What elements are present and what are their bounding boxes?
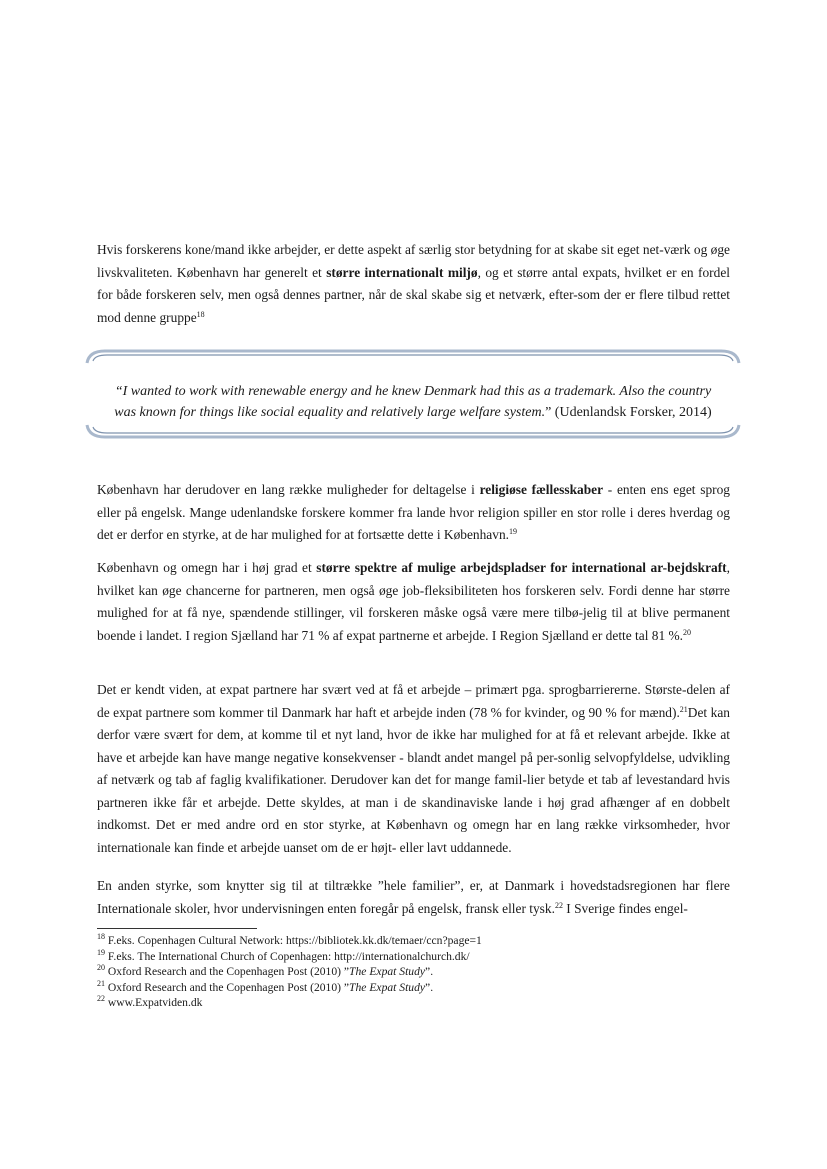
footnote-text: www.Expatviden.dk: [105, 996, 203, 1009]
quote-box: [83, 345, 743, 443]
paragraph-religion: [97, 479, 730, 547]
footnote-tail: ”.: [425, 965, 434, 978]
footnote-text: Oxford Research and the Copenhagen Post (2010) ”: [105, 980, 350, 994]
quote-text: [105, 381, 721, 423]
paragraph-text: Det er kendt viden, at expat partnere har svært ved at få et arbejde – primært pga. sprogbarriererne. Største-delen af de expat partnere som kommer til Danmark har haft et arbejde inden (78 % for kvinder, og 90 % for mænd).: [97, 682, 730, 720]
bold-phrase: religiøse fællesskaber: [479, 482, 604, 497]
footnote-title: The Expat Study: [349, 980, 426, 994]
footnote-item: [97, 949, 737, 965]
paragraph-schools: [97, 875, 730, 920]
paragraph-text: Hvis forskerens kone/mand ikke arbejder, er dette aspekt af særlig stor betydning for at skabe sit eget net-værk og øge livskvaliteten. København har generelt et: [97, 242, 730, 280]
footnote-number: 19: [97, 947, 105, 957]
footnote-text: Oxford Research and the Copenhagen Post (2010) ”: [105, 965, 350, 978]
paragraph-text: I Sverige findes engel-: [562, 900, 688, 916]
footnote-ref[interactable]: 19: [509, 527, 517, 536]
paragraph-text: - enten ens eget sprog eller på engelsk. Mange udenlandske forskere kommer fra lande hvor religion spiller en stor rolle i deres hverdag og det er derfor en styrke, at de har mulighed for at fortsætte dette i København.: [97, 482, 730, 542]
quote-italic: “I wanted to work with renewable energy and he knew Denmark had this as a trademark. Also the country was known for things like social equality and relatively large welfare system.: [114, 384, 712, 420]
footnote-number: 21: [97, 978, 105, 988]
footnote-number: 22: [97, 994, 105, 1003]
paragraph-text: Det kan derfor være svært for dem, at komme til et nyt land, hvor de ikke har mulighed for at få et relevant arbejde. Ikke at have et arbejde kan have mange negative konsekvenser - blandt andet mangel på per-sonlig selvopfyldelse, udvikling af netværk og tab af faglig kvalifikationer. Derudover kan det for mange famil-lier betyde et tab af levestandard hvis partneren ikke får et arbejde. Dette skyldes, at man i de skandinaviske lande i høj grad afhænger af en dobbelt indkomst. Det er med andre ord en stor styrke, at København og omegn har en lang række virksomheder, hvor internationale kan finde et arbejde uanset om de er højt- eller lavt uddannede.: [97, 704, 730, 855]
quote-attribution: ” (Udenlandsk Forsker, 2014): [545, 405, 712, 420]
footnote-number: 18: [97, 932, 105, 941]
footnote-ref[interactable]: 18: [196, 309, 205, 319]
paragraph-text: , hvilket kan øge chancerne for partneren, men også øge job-fleksibiliteten hos forskeren selv. Fordi denne har større mulighed for at få nye, spændende stillinger, vil forskeren måske også være mere tilbø-jelig til at blive permanent boende i landet. I region Sjælland har 71 % af expat partnerne et arbejde. I Region Sjælland er dette tal 81 %.: [97, 560, 730, 643]
bold-phrase: større internationalt miljø: [326, 264, 478, 280]
footnote-number: 20: [97, 963, 105, 972]
footnote-title: The Expat Study: [349, 965, 426, 978]
footnote-divider: [97, 928, 257, 929]
paragraph-partner-network: [97, 239, 730, 329]
footnote-tail: ”.: [425, 980, 434, 994]
bold-phrase: større spektre af mulige arbejdspladser for international ar-bejdskraft: [316, 560, 727, 575]
quote-frame-top: [87, 351, 739, 363]
footnote-text: F.eks. The International Church of Copenhagen: http://internationalchurch.dk/: [105, 949, 470, 963]
paragraph-text: En anden styrke, som knytter sig til at tiltrække ”hele familier”, er, at Danmark i hovedstadsregionen har flere Internationale skoler, hvor undervisningen enten foregår på engelsk, fransk eller tysk.: [97, 878, 730, 916]
paragraph-text: København og omegn har i høj grad et: [97, 560, 317, 575]
quote-frame-bottom: [87, 425, 739, 437]
footnote-item: [97, 980, 737, 996]
footnote-text: F.eks. Copenhagen Cultural Network: https://bibliotek.kk.dk/temaer/ccn?page=1: [105, 934, 482, 947]
footnote-ref[interactable]: 22: [554, 900, 563, 910]
footnote-list: [97, 933, 737, 1011]
paragraph-workplaces: [97, 557, 730, 647]
paragraph-expat-partners: [97, 679, 730, 859]
footnote-item: [97, 933, 737, 949]
footnote-ref[interactable]: 20: [683, 627, 692, 637]
footnote-ref[interactable]: 21: [679, 704, 688, 714]
footnote-item: [97, 964, 737, 980]
paragraph-text: København har derudover en lang række muligheder for deltagelse i: [97, 482, 480, 497]
paragraph-text: , og et større antal expats, hvilket er en fordel for både forskeren selv, men også dennes partner, når de skal skabe sig et netværk, efter-som der er flere tilbud rettet mod denne gruppe: [97, 264, 730, 325]
footnote-item: [97, 995, 737, 1011]
